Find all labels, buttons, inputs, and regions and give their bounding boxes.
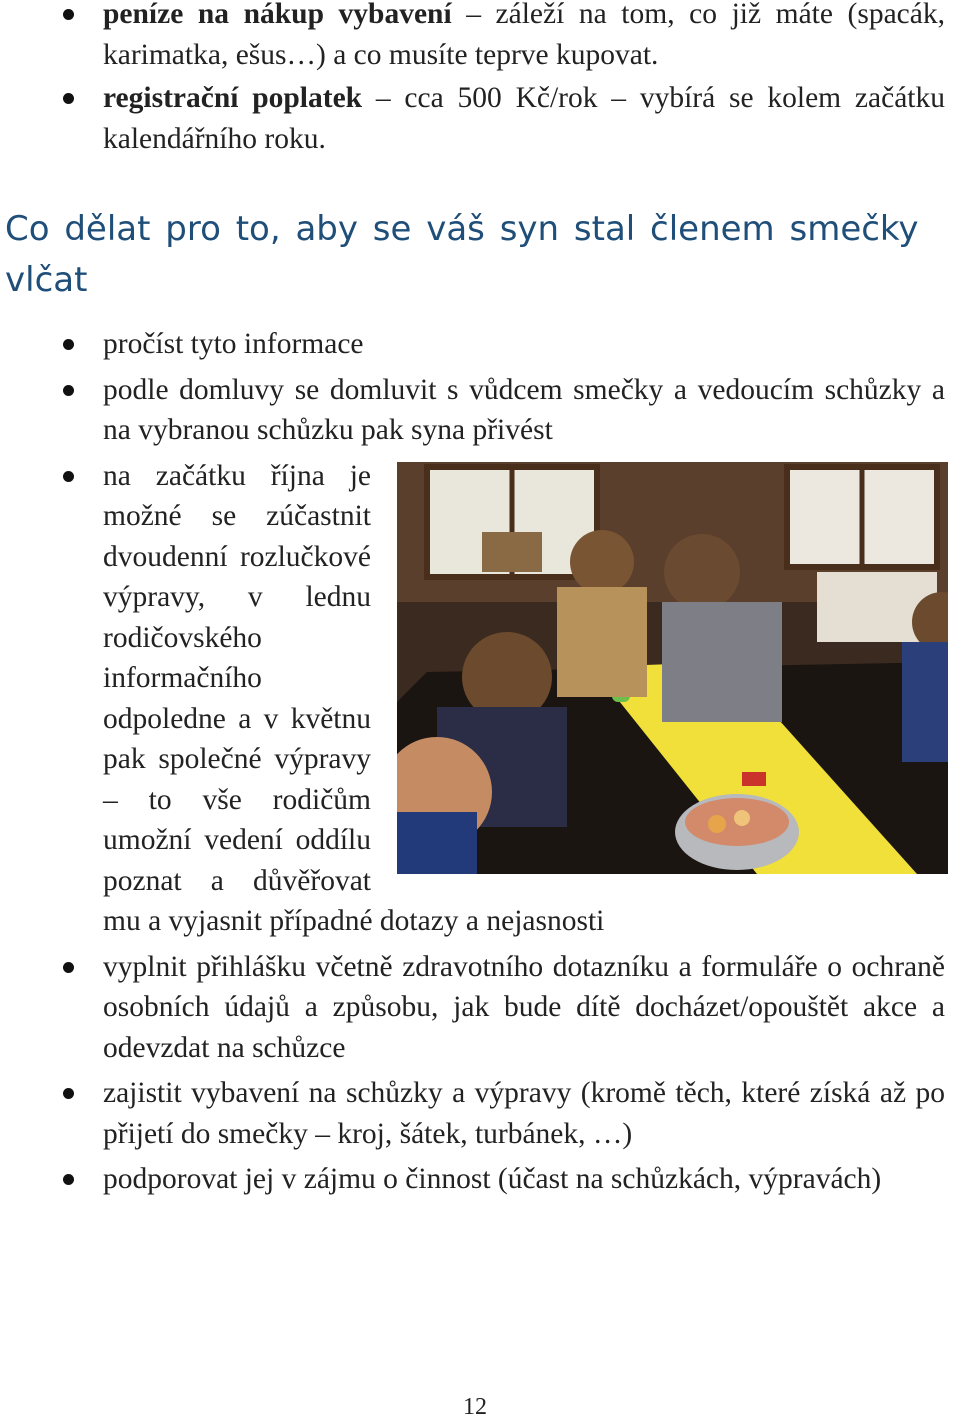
list-item: [0, 456, 945, 942]
item-text: zajistit vybavení na schůzky a výpravy (kromě těch, které získá až po přijetí do smečky – kroj, šátek, turbánek, …): [103, 1077, 945, 1150]
bullet-icon: [63, 1088, 74, 1099]
item-bold-text: peníze na nákup vybavení: [103, 0, 452, 30]
section-heading: Co dělat pro to, aby se váš syn stal členem smečky vlčat: [5, 209, 919, 300]
list-item: [0, 1159, 945, 1200]
bullet-icon: [63, 471, 74, 482]
list-item: [0, 947, 945, 1069]
steps-list: [0, 324, 945, 1205]
list-item: [0, 370, 945, 451]
bullet-icon: [63, 9, 74, 20]
item-text: podle domluvy se domluvit s vůdcem smečky a vedoucím schůzky a na vybranou schůzku pak syna přivést: [103, 373, 945, 446]
list-item: [0, 1073, 945, 1154]
bullet-icon: [63, 1174, 74, 1185]
item-text: podporovat jej v zájmu o činnost (účast na schůzkách, výpravách): [103, 1163, 882, 1195]
list-item: [0, 0, 945, 75]
item-text: na začátku října je možné se zúčastnit dvoudenní rozlučkové výpravy, v lednu rodičovského informačního odpoledne a v květnu pak společné výpravy – to vše rodičům umožní vedení oddílu poznat a důvěřovat mu a vyjasnit případné dotazy a nejasnosti: [103, 459, 605, 937]
item-bold-text: registrační poplatek: [103, 82, 363, 114]
photo-children-playing: [397, 462, 948, 874]
bullet-icon: [63, 962, 74, 973]
page-number: 12: [463, 1394, 487, 1420]
bullet-icon: [63, 93, 74, 104]
item-text: pročíst tyto informace: [103, 328, 364, 360]
item-text: vyplnit přihlášku včetně zdravotního dotazníku a formuláře o ochraně osobních údajů a způsobu, jak bude dítě docházet/opouštět akce a odevzdat na schůzce: [103, 950, 945, 1064]
list-item: [0, 324, 945, 365]
cost-list: [0, 0, 945, 162]
item-text: – cca 500 Kč/rok – vybírá se kolem začátku kalendářního roku.: [103, 82, 945, 155]
item-text: – záleží na tom, co již máte (spacák, karimatka, ešus…) a co musíte teprve kupovat.: [103, 0, 945, 71]
bullet-icon: [63, 339, 74, 350]
bullet-icon: [63, 385, 74, 396]
list-item: [0, 78, 945, 159]
